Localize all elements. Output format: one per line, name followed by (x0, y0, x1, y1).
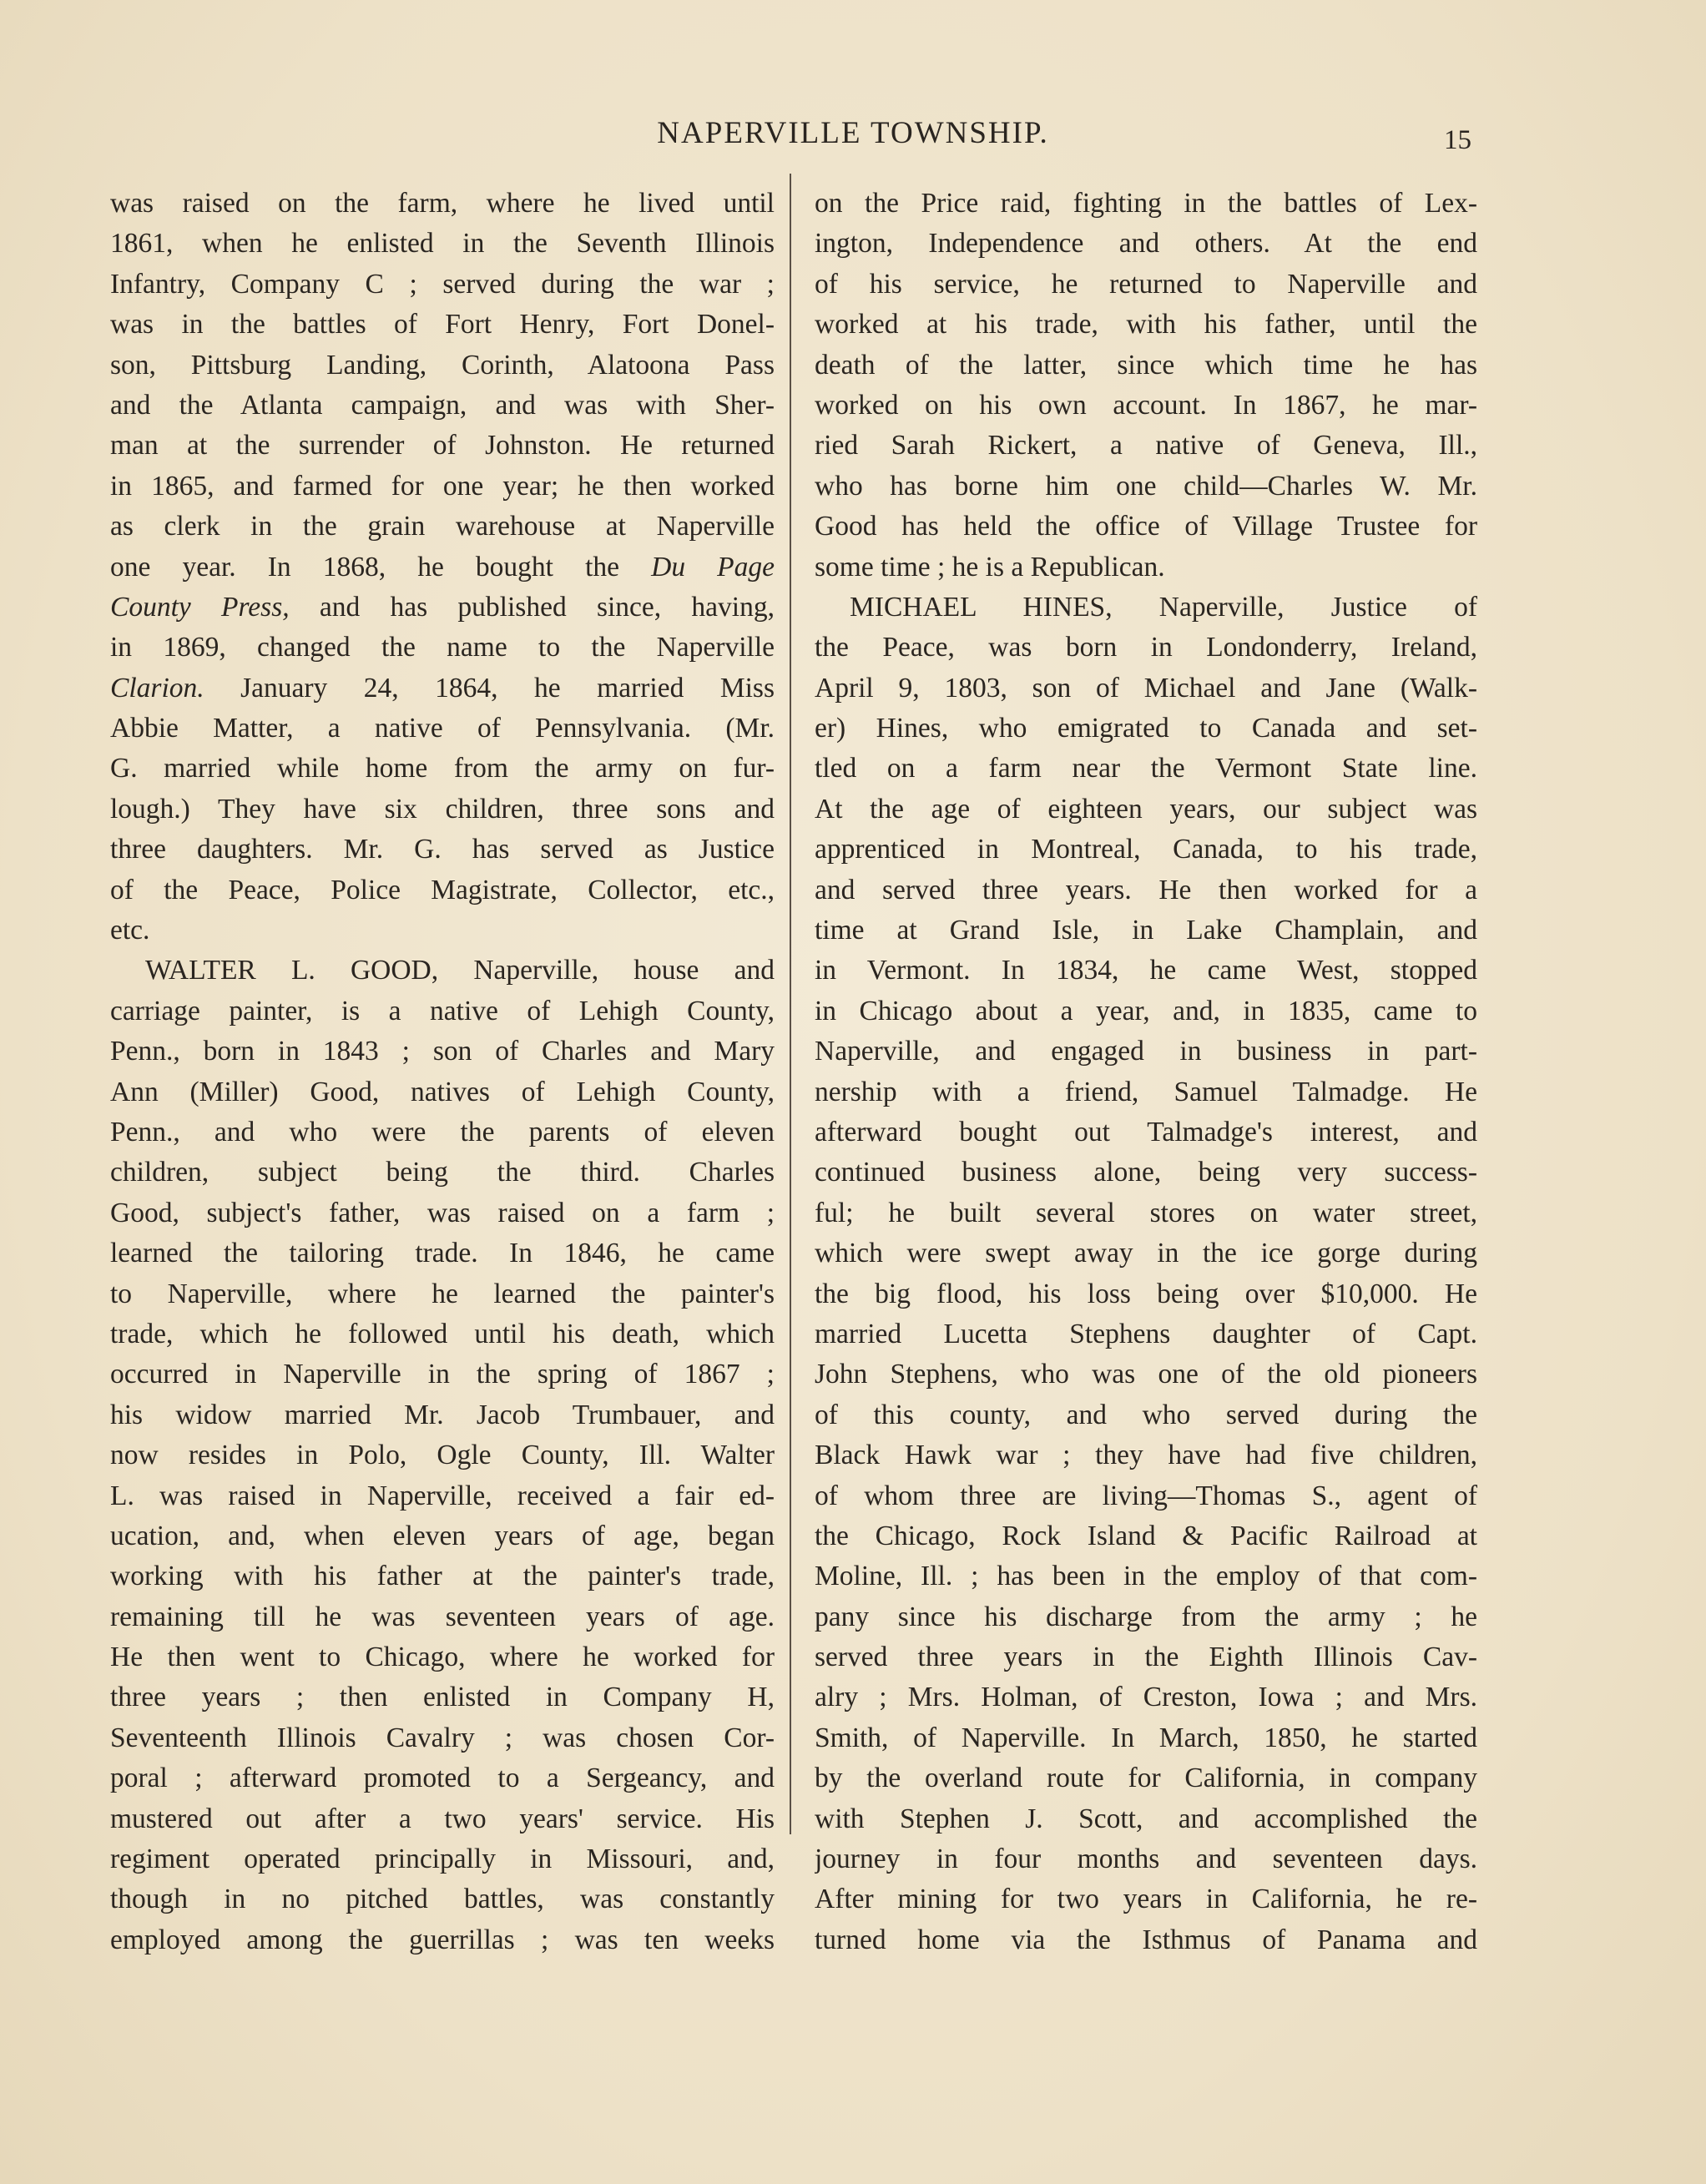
text-line (815, 1274, 1477, 1314)
text-run: continued business alone, being very success- (815, 1157, 1477, 1188)
text-line (110, 1072, 775, 1112)
text-line (815, 1193, 1477, 1233)
text-run: lough.) They have six children, three sons and (110, 793, 775, 825)
text-line (815, 265, 1477, 305)
text-run: He then went to Chicago, where he worked for (110, 1642, 775, 1673)
text-line (110, 870, 775, 910)
text-line (110, 1758, 775, 1798)
text-run: in Chicago about a year, and, in 1835, came to (815, 995, 1477, 1026)
text-line (110, 1799, 775, 1839)
text-line (815, 1395, 1477, 1435)
text-run: carriage painter, is a native of Lehigh County, (110, 995, 775, 1026)
text-line (110, 709, 775, 749)
text-run: which were swept away in the ice gorge during (815, 1238, 1477, 1269)
running-head: NAPERVILLE TOWNSHIP. (657, 116, 1049, 150)
text-run: Penn., and who were the parents of eleven (110, 1116, 775, 1147)
text-run: and served three years. He then worked for a (815, 874, 1477, 905)
text-line (815, 1476, 1477, 1516)
text-run: as clerk in the grain warehouse at Naperville (110, 511, 775, 542)
text-run: 1861, when he enlisted in the Seventh Illinois (110, 228, 775, 260)
text-line (110, 224, 775, 264)
text-line (815, 1799, 1477, 1839)
text-line (110, 668, 775, 709)
text-line (815, 467, 1477, 507)
text-run: three years ; then enlisted in Company H, (110, 1682, 775, 1713)
text-line (110, 951, 775, 991)
text-run: Abbie Matter, a native of Pennsylvania. (Mr. (110, 713, 775, 744)
text-line (815, 547, 1477, 588)
text-line (815, 951, 1477, 991)
text-run: son, Pittsburg Landing, Corinth, Alatoona Pass (110, 349, 775, 381)
text-run: L. was raised in Naperville, received a fair ed- (110, 1480, 775, 1511)
text-line (815, 1153, 1477, 1193)
text-line (815, 588, 1477, 628)
text-run: er) Hines, who emigrated to Canada and set- (815, 713, 1477, 744)
text-run: the Chicago, Rock Island & Pacific Railroad at (815, 1520, 1477, 1551)
text-run: was raised on the farm, where he lived until (110, 188, 775, 219)
text-line (110, 386, 775, 426)
italic-title: Du Page (651, 551, 775, 583)
text-run: now resides in Polo, Ogle County, Ill. Walter (110, 1440, 775, 1471)
text-run: of whom three are living—Thomas S., agent of (815, 1480, 1477, 1511)
text-line (815, 1758, 1477, 1798)
text-run: ful; he built several stores on water street, (815, 1197, 1477, 1228)
text-run: WALTER L. GOOD, Naperville, house and (145, 955, 775, 986)
text-line (110, 1314, 775, 1354)
text-run: working with his father at the painter's trade, (110, 1561, 775, 1592)
text-line (110, 1112, 775, 1153)
text-line (110, 628, 775, 668)
text-run: ington, Independence and others. At the end (815, 228, 1477, 260)
text-run: though in no pitched battles, was constantly (110, 1884, 775, 1915)
text-column-left (110, 184, 775, 1960)
text-run: MICHAEL HINES, Naperville, Justice of (850, 591, 1477, 623)
text-line (110, 1879, 775, 1919)
text-run: trade, which he followed until his death, which (110, 1318, 775, 1349)
text-line (815, 386, 1477, 426)
text-run: worked at his trade, with his father, until the (815, 309, 1477, 340)
text-line (815, 1516, 1477, 1556)
text-run: afterward bought out Talmadge's interest, and (815, 1116, 1477, 1147)
text-line (110, 1677, 775, 1717)
text-run: death of the latter, since which time he has (815, 349, 1477, 381)
text-line (815, 1556, 1477, 1596)
text-run: who has borne him one child—Charles W. Mr. (815, 470, 1477, 502)
text-line (110, 749, 775, 789)
text-line (815, 1354, 1477, 1395)
text-line (110, 1637, 775, 1677)
text-line (110, 1274, 775, 1314)
text-run: by the overland route for California, in company (815, 1763, 1477, 1794)
italic-title: Clarion. (110, 672, 204, 704)
text-line (815, 346, 1477, 386)
text-line (815, 1072, 1477, 1112)
text-line (110, 265, 775, 305)
text-line (110, 1516, 775, 1556)
text-line (815, 1677, 1477, 1717)
text-run: Ann (Miller) Good, natives of Lehigh County, (110, 1076, 775, 1107)
text-line (815, 1435, 1477, 1475)
text-line (815, 709, 1477, 749)
text-line (110, 1031, 775, 1072)
text-line (815, 628, 1477, 668)
text-line (815, 184, 1477, 224)
text-run: G. married while home from the army on fur- (110, 753, 775, 784)
text-run: mustered out after a two years' service. His (110, 1803, 775, 1834)
text-line (815, 789, 1477, 830)
text-run: Penn., born in 1843 ; son of Charles and Mary (110, 1036, 775, 1067)
text-run: apprenticed in Montreal, Canada, to his trade, (815, 834, 1477, 865)
text-line (815, 1718, 1477, 1758)
text-line (110, 305, 775, 345)
page-number: 15 (1444, 125, 1471, 155)
text-line (815, 507, 1477, 547)
text-run: nership with a friend, Samuel Talmadge. He (815, 1076, 1477, 1107)
text-run: regiment operated principally in Missouri, and, (110, 1844, 775, 1875)
text-run: some time ; he is a Republican. (815, 551, 1165, 583)
text-run: Infantry, Company C ; served during the war ; (110, 268, 775, 300)
text-line (110, 1435, 775, 1475)
text-run: Seventeenth Illinois Cavalry ; was chosen Cor- (110, 1722, 775, 1753)
text-run: with Stephen J. Scott, and accomplished the (815, 1803, 1477, 1834)
text-run: Moline, Ill. ; has been in the employ of that com- (815, 1561, 1477, 1592)
text-run: employed among the guerrillas ; was ten weeks (110, 1924, 775, 1955)
text-run: of the Peace, Police Magistrate, Collector, etc., (110, 874, 775, 905)
text-run: John Stephens, who was one of the old pioneers (815, 1359, 1477, 1390)
text-run: After mining for two years in California, he re- (815, 1884, 1477, 1915)
text-line (815, 870, 1477, 910)
text-line (815, 991, 1477, 1031)
text-run: of his service, he returned to Naperville and (815, 268, 1477, 300)
text-run: ucation, and, when eleven years of age, began (110, 1520, 775, 1551)
text-line (110, 184, 775, 224)
text-line (815, 668, 1477, 709)
text-run: his widow married Mr. Jacob Trumbauer, and (110, 1399, 775, 1430)
text-run: Good has held the office of Village Trustee for (815, 511, 1477, 542)
text-column-right (815, 184, 1477, 1960)
text-line (110, 426, 775, 466)
text-run: man at the surrender of Johnston. He returned (110, 430, 775, 462)
text-run: alry ; Mrs. Holman, of Creston, Iowa ; and Mrs. (815, 1682, 1477, 1713)
text-run: worked on his own account. In 1867, he mar- (815, 389, 1477, 421)
text-run: of this county, and who served during the (815, 1399, 1477, 1430)
text-line (110, 547, 775, 588)
text-run: the big flood, his loss being over $10,000. He (815, 1278, 1477, 1309)
text-line (110, 830, 775, 870)
text-line (815, 830, 1477, 870)
text-run: married Lucetta Stephens daughter of Capt. (815, 1318, 1477, 1349)
text-run: ried Sarah Rickert, a native of Geneva, Ill., (815, 430, 1477, 462)
text-line (815, 1233, 1477, 1274)
text-line (110, 991, 775, 1031)
text-line (110, 910, 775, 951)
text-line (110, 1395, 775, 1435)
text-line (815, 910, 1477, 951)
text-line (815, 1597, 1477, 1637)
text-run: Black Hawk war ; they have had five children, (815, 1440, 1477, 1471)
text-line (815, 1879, 1477, 1919)
text-line (110, 588, 775, 628)
text-run: January 24, 1864, he married Miss (204, 672, 775, 704)
text-line (815, 1314, 1477, 1354)
text-run: one year. In 1868, he bought the (110, 551, 620, 583)
column-divider (790, 174, 791, 1834)
text-line (815, 1031, 1477, 1072)
text-line (110, 1839, 775, 1879)
text-run: served three years in the Eighth Illinois Cav- (815, 1642, 1477, 1673)
text-line (110, 507, 775, 547)
text-run: and has published since, having, (289, 591, 775, 623)
text-line (110, 467, 775, 507)
text-line (110, 1233, 775, 1274)
text-line (815, 749, 1477, 789)
text-line (110, 1354, 775, 1395)
text-run: pany since his discharge from the army ; he (815, 1601, 1477, 1632)
text-line (815, 1920, 1477, 1960)
text-run: turned home via the Isthmus of Panama and (815, 1924, 1477, 1955)
text-run: At the age of eighteen years, our subject was (815, 793, 1477, 825)
text-line (110, 789, 775, 830)
text-run: to Naperville, where he learned the painter's (110, 1278, 775, 1309)
text-run: etc. (110, 915, 150, 946)
italic-title: County Press, (110, 591, 290, 623)
text-line (815, 1839, 1477, 1879)
text-run: remaining till he was seventeen years of age. (110, 1601, 775, 1632)
text-line (110, 1597, 775, 1637)
text-line (815, 426, 1477, 466)
text-run: in 1865, and farmed for one year; he then worked (110, 470, 775, 502)
text-line (815, 1112, 1477, 1153)
text-line (110, 1556, 775, 1596)
text-run: time at Grand Isle, in Lake Champlain, and (815, 915, 1477, 946)
text-run: poral ; afterward promoted to a Sergeancy, and (110, 1763, 775, 1794)
text-line (110, 1920, 775, 1960)
text-run: in Vermont. In 1834, he came West, stopped (815, 955, 1477, 986)
text-run: Smith, of Naperville. In March, 1850, he started (815, 1722, 1477, 1753)
text-run: tled on a farm near the Vermont State line. (815, 753, 1477, 784)
text-run: on the Price raid, fighting in the battles of Lex- (815, 188, 1477, 219)
text-run: in 1869, changed the name to the Naperville (110, 632, 775, 663)
text-run: occurred in Naperville in the spring of 1867 ; (110, 1359, 775, 1390)
text-line (110, 346, 775, 386)
text-run: the Peace, was born in Londonderry, Ireland, (815, 632, 1477, 663)
text-line (815, 305, 1477, 345)
text-run: was in the battles of Fort Henry, Fort Donel- (110, 309, 775, 340)
text-run: children, subject being the third. Charles (110, 1157, 775, 1188)
text-line (815, 1637, 1477, 1677)
text-run: April 9, 1803, son of Michael and Jane (Walk- (815, 672, 1477, 704)
text-run: Good, subject's father, was raised on a farm ; (110, 1197, 775, 1228)
text-run: journey in four months and seventeen days. (815, 1844, 1477, 1875)
text-line (110, 1476, 775, 1516)
text-line (815, 224, 1477, 264)
text-run: and the Atlanta campaign, and was with Sher- (110, 389, 775, 421)
text-run: Naperville, and engaged in business in part- (815, 1036, 1477, 1067)
text-line (110, 1718, 775, 1758)
text-line (110, 1153, 775, 1193)
text-run: three daughters. Mr. G. has served as Justice (110, 834, 775, 865)
text-line (110, 1193, 775, 1233)
text-run: learned the tailoring trade. In 1846, he came (110, 1238, 775, 1269)
page-header (0, 115, 1706, 165)
